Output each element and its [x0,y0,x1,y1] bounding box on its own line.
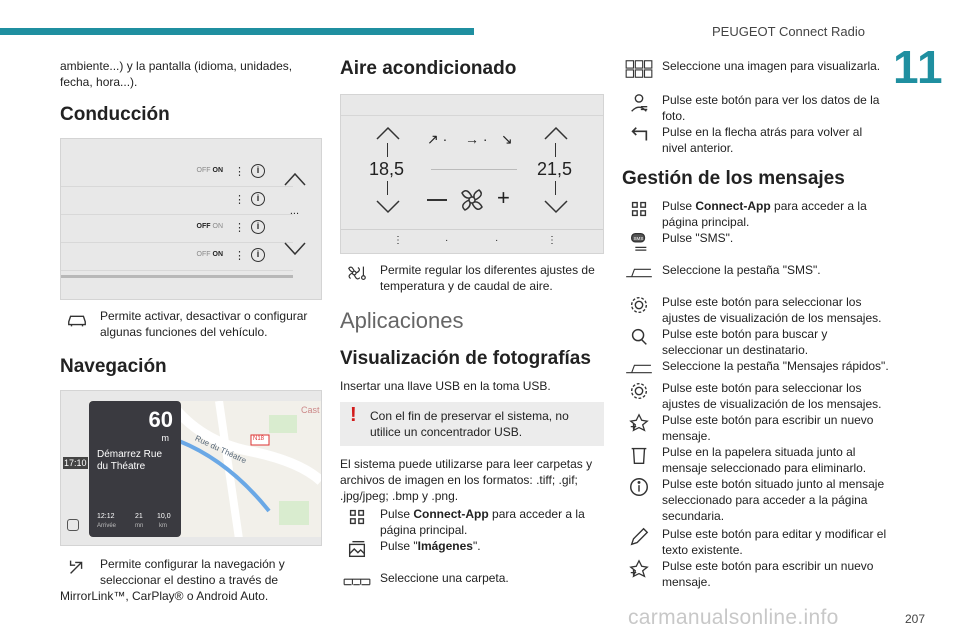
image-grid-icon [622,58,656,80]
instruction-line-2: du Théatre [97,461,146,472]
info-icon[interactable]: i [251,164,265,178]
msg-step: Pulse Connect-App para acceder a la página principal. [622,198,890,230]
aire-screen [340,94,604,254]
fotos-heading: Visualización de fotografías [340,348,591,369]
msg-step-text: Pulse este botón para escribir un nuevo mensaje. [662,413,874,443]
photo-step-info [622,92,890,124]
kebab-icon[interactable]: ⋮ [393,235,403,246]
sms-icon [622,230,656,252]
msg-step [622,358,890,380]
msg-step [622,230,890,252]
car-icon [60,308,94,330]
photo-step-select-text: Seleccione una imagen para visualizarla. [662,59,881,73]
msg-step [622,326,890,358]
fan-minus-icon[interactable] [427,199,447,201]
kebab-icon[interactable]: ⋮ [234,250,245,262]
tab-icon [622,358,656,380]
km-value: 10,0 [157,513,171,520]
setting-row [61,243,293,271]
usb-warning-text: Con el fin de preservar el sistema, no utilice un concentrador USB. [370,409,569,439]
running-title: PEUGEOT Connect Radio [712,24,865,39]
street-label: Rue du Théatre [193,433,248,466]
settings-gear-icon [622,294,656,316]
apps-grid-icon [622,198,656,220]
dot-icon[interactable]: · [495,235,499,246]
scroll-track [61,275,293,278]
msg-step [622,444,890,476]
pencil-icon [622,526,656,548]
navigation-arrow-icon [60,556,94,578]
kebab-icon[interactable]: ⋮ [234,194,245,206]
folder-tabs-icon [340,570,374,592]
info-icon[interactable]: i [251,220,265,234]
search-icon [622,326,656,348]
fan-plus-icon[interactable]: + [497,185,510,210]
msg-step-text: Pulse este botón para escribir un nuevo mensaje. [662,559,874,589]
temp-right-up-icon[interactable] [543,125,569,141]
imagenes-label: Imágenes [417,539,473,553]
airflow-windshield-icon[interactable]: ↗ · [427,131,448,147]
msg-step-text: Pulse este botón situado junto al mensaje seleccionado para acceder a la página secundaria. [662,477,885,523]
more-label: ... [289,205,299,217]
setting-row [61,159,293,187]
kebab-icon[interactable]: ⋮ [234,222,245,234]
photo-info-icon [622,92,656,114]
conduccion-screen [60,138,322,300]
msg-step-text: Seleccione la pestaña "SMS". [662,263,821,277]
mensajes-heading: Gestión de los mensajes [622,168,845,189]
place-label: Cast [301,405,320,415]
page-number: 207 [905,612,926,626]
chapter-number: 11 [893,41,944,93]
instruction-line-1: Démarrez Rue [97,449,163,460]
navegacion-desc-1: Permite configurar la navegación y seleccionar el destino a través de [100,557,285,587]
fotos-intro: Insertar una llave USB en la toma USB. [340,379,551,393]
photo-step-info-text: Pulse este botón para ver los datos de la foto. [662,93,880,123]
setting-row [61,215,293,243]
msg-step-text: Pulse este botón para buscar y seleccionar un destinatario. [662,327,828,357]
tab-icon [622,262,656,284]
back-arrow-icon [622,124,656,146]
msg-step [622,262,890,284]
settings-gear-icon [622,380,656,402]
info-icon[interactable]: i [251,192,265,206]
temp-left-down-icon[interactable] [375,199,401,215]
connect-app-label: Connect-App [413,507,489,521]
photo-step-select [622,58,890,80]
chevron-down-icon[interactable] [283,241,307,257]
toggle-off-on[interactable]: OFF ON [196,167,223,174]
clock: 17:10 [64,458,87,468]
watermark: carmanualsonline.info [628,606,839,629]
intro-text: ambiente...) y la pantalla (idioma, unidades, fecha, hora...). [60,59,293,89]
distance-value: 60 [148,407,173,432]
new-message-icon [622,558,656,580]
kebab-icon[interactable]: ⋮ [234,166,245,178]
msg-step-text: Pulse "SMS". [662,231,734,245]
chevron-up-icon[interactable] [283,171,307,187]
info-icon [622,476,656,498]
usb-warning [340,402,604,446]
temp-right: 21,5 [537,159,573,179]
msg-step [622,412,890,444]
conduccion-desc: Permite activar, desactivar o configurar algunas funciones del vehículo. [100,309,308,339]
msg-step-text: Pulse en la papelera situada junto al mensaje seleccionado para eliminarlo. [662,445,867,475]
info-icon[interactable]: i [251,248,265,262]
warning-icon: ! [350,404,357,426]
dot-icon[interactable]: · [445,235,449,246]
arrival-label: Arrivée [97,523,117,529]
msg-step-text: Pulse este botón para editar y modificar el texto existente. [662,527,887,557]
column-1 [60,58,322,604]
msg-step [622,526,890,558]
aire-desc: Permite regular los diferentes ajustes de temperatura y de caudal de aire. [380,263,595,293]
guidance-panel [89,401,181,537]
aire-desc-row [340,262,604,294]
km-label: km [159,523,167,529]
navegacion-desc-2: MirrorLink™, CarPlay® o Android Auto. [60,589,269,603]
msg-step-text: Pulse este botón para seleccionar los ajustes de visualización de los mensajes. [662,381,882,411]
temp-right-down-icon[interactable] [543,199,569,215]
menu-icon[interactable] [67,519,79,531]
temp-left: 18,5 [369,159,405,179]
header-accent-bar [0,28,474,35]
connect-app-label: Connect-App [695,199,771,213]
msg-step [622,380,890,412]
msg-step [622,294,890,326]
road-badge: N18 [253,436,265,442]
photo-step-back [622,124,890,156]
fotos-step-3 [340,570,604,592]
navegacion-screen [60,390,322,546]
msg-step [622,558,890,590]
temp-left-up-icon[interactable] [375,125,401,141]
msg-step [622,476,890,524]
conduccion-desc-row [60,308,322,340]
photo-step-back-text: Pulse en la flecha atrás para volver al nivel anterior. [662,125,863,155]
aplicaciones-heading: Aplicaciones [340,308,464,333]
navegacion-desc-row [60,556,322,588]
trash-icon [622,444,656,466]
column-2 [340,58,604,592]
fan-icon [457,185,487,215]
minutes-label: mn [135,523,144,529]
fotos-step-2: Pulse "Imágenes". [340,538,604,560]
fotos-step-1: Pulse Connect-App para acceder a la página principal. [340,506,604,538]
msg-step-text: Pulse este botón para seleccionar los ajustes de visualización de los mensajes. [662,295,882,325]
aire-heading: Aire acondicionado [340,58,517,79]
apps-grid-icon [340,506,374,528]
conduccion-heading: Conducción [60,104,170,125]
navegacion-heading: Navegación [60,356,167,377]
kebab-icon[interactable]: ⋮ [547,235,557,246]
distance-unit: m [161,433,169,443]
airflow-face-icon[interactable]: → · [465,131,488,147]
fan-temperature-icon [340,262,374,284]
airflow-feet-icon[interactable]: ↘ [501,131,513,147]
images-icon [340,538,374,560]
toggle-off-on[interactable]: OFF ON [196,223,223,230]
column-3 [622,58,890,590]
arrival-time: 12:12 [97,513,115,520]
minutes-value: 21 [135,513,143,520]
setting-row [61,187,293,215]
svg-text:SMS: SMS [633,236,644,242]
toggle-off-on[interactable]: OFF ON [196,251,223,258]
msg-step-text: Seleccione la pestaña "Mensajes rápidos". [662,359,889,373]
fotos-step-3-text: Seleccione una carpeta. [380,571,509,585]
new-message-icon [622,412,656,434]
fotos-formats: El sistema puede utilizarse para leer carpetas y archivos de imagen en los formatos: .tiff; .gif; .jpg/jpeg; .bmp y .png. [340,457,593,503]
